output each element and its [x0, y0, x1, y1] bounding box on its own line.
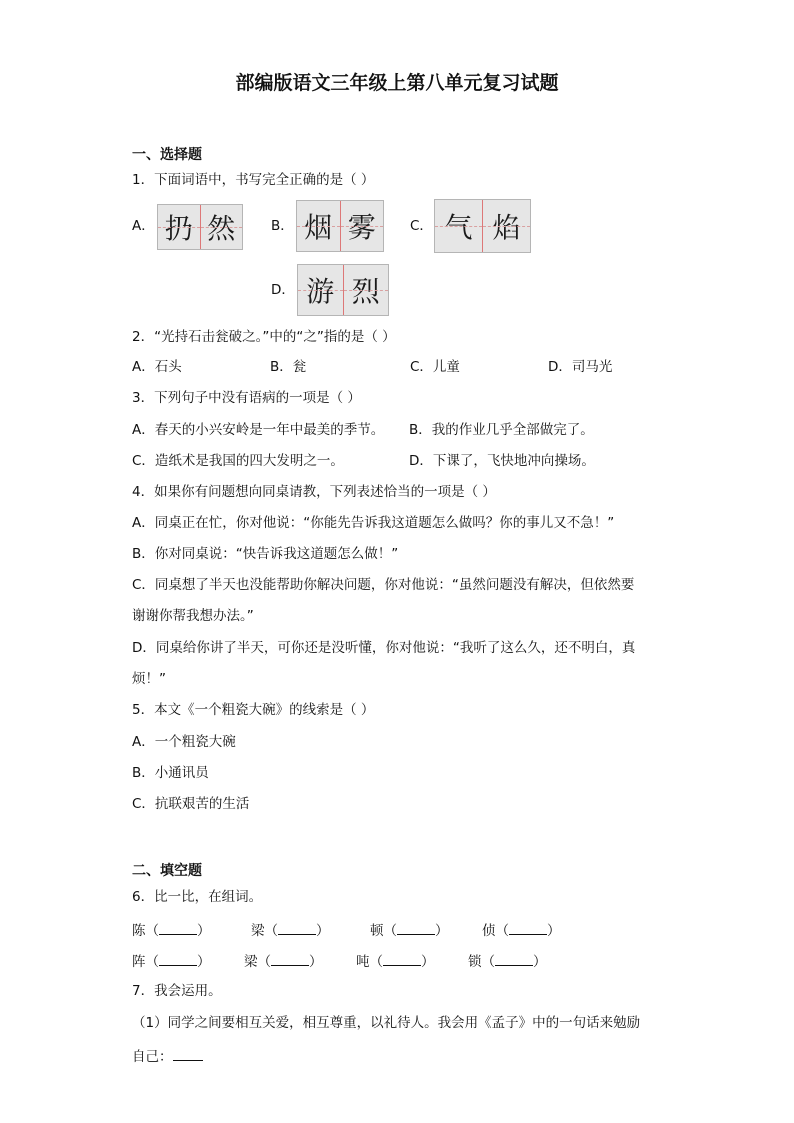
q6-char: 梁	[251, 923, 265, 939]
q5-option-c[interactable]: C．抗联艰苦的生活	[132, 796, 250, 812]
question-7-stem: 7．我会运用。	[132, 983, 222, 999]
q3-option-c[interactable]: C．造纸术是我国的四大发明之一。	[132, 453, 344, 469]
q6-char: 阵	[132, 954, 146, 970]
q6-char: 顿	[370, 923, 384, 939]
q1-option-c-char-1: 气	[435, 200, 482, 252]
q6-item: 侦（ ）	[482, 919, 561, 941]
q1-option-d-char-2: 烈	[343, 265, 389, 315]
q3-option-b[interactable]: B．我的作业几乎全部做完了。	[409, 422, 594, 438]
q1-option-c-image[interactable]	[434, 199, 531, 253]
answer-blank[interactable]	[397, 919, 435, 935]
answer-blank[interactable]	[271, 950, 309, 966]
q1-option-d-label[interactable]: D．	[271, 282, 295, 298]
question-4-stem: 4．如果你有问题想向同桌请教，下列表述恰当的一项是（ ）	[132, 484, 496, 500]
answer-blank[interactable]	[159, 950, 197, 966]
q1-option-a-char-1: 扔	[158, 205, 200, 249]
answer-blank[interactable]	[495, 950, 533, 966]
q1-option-c-char-2: 焰	[482, 200, 530, 252]
q6-char: 锁	[468, 954, 482, 970]
q5-option-a[interactable]: A．一个粗瓷大碗	[132, 734, 236, 750]
section-heading-choice: 一、选择题	[132, 147, 202, 163]
answer-blank[interactable]	[509, 919, 547, 935]
answer-blank[interactable]	[159, 919, 197, 935]
question-3-stem: 3．下列句子中没有语病的一项是（ ）	[132, 390, 361, 406]
q1-option-b-label[interactable]: B．	[271, 218, 294, 234]
q6-item: 顿（ ）	[370, 919, 449, 941]
q4-option-a[interactable]: A．同桌正在忙，你对他说：“你能先告诉我这道题怎么做吗？你的事儿又不急！”	[132, 515, 615, 531]
answer-blank[interactable]	[278, 919, 316, 935]
q1-option-d-char-1: 游	[298, 265, 343, 315]
page-title: 部编版语文三年级上第八单元复习试题	[235, 72, 559, 94]
q6-char: 梁	[244, 954, 258, 970]
q1-option-a-char-2: 然	[200, 205, 243, 249]
q1-option-c-label[interactable]: C．	[410, 218, 433, 234]
q6-item: 梁（ ）	[244, 950, 323, 972]
question-6-stem: 6．比一比，在组词。	[132, 889, 263, 905]
q4-option-b[interactable]: B．你对同桌说：“快告诉我这道题怎么做！”	[132, 546, 399, 562]
q6-char: 陈	[132, 923, 146, 939]
q1-option-a-label[interactable]: A．	[132, 218, 155, 234]
q3-option-d[interactable]: D．下课了，飞快地冲向操场。	[409, 453, 595, 469]
q3-option-a[interactable]: A．春天的小兴安岭是一年中最美的季节。	[132, 422, 385, 438]
q6-item: 梁（ ）	[251, 919, 330, 941]
q6-item: 陈（ ）	[132, 919, 211, 941]
q4-option-d[interactable]: D．同桌给你讲了半天，可你还是没听懂，你对他说：“我听了这么久，还不明白，真	[132, 640, 636, 656]
q4-option-c[interactable]: C．同桌想了半天也没能帮助你解决问题，你对他说：“虽然问题没有解决，但依然要	[132, 577, 635, 593]
q6-item: 阵（ ）	[132, 950, 211, 972]
q5-option-b[interactable]: B．小通讯员	[132, 765, 209, 781]
q6-item: 锁（ ）	[468, 950, 547, 972]
q1-option-b-char-1: 烟	[297, 201, 340, 251]
q2-option-d[interactable]: D．司马光	[548, 359, 613, 375]
question-5-stem: 5．本文《一个粗瓷大碗》的线索是（ ）	[132, 702, 375, 718]
question-1-stem: 1．下面词语中，书写完全正确的是（ ）	[132, 172, 375, 188]
q6-char: 吨	[356, 954, 370, 970]
answer-blank[interactable]	[383, 950, 421, 966]
q7-part-1-prompt: 自己：	[132, 1049, 173, 1065]
q1-option-b-char-2: 雾	[340, 201, 384, 251]
q2-option-a[interactable]: A．石头	[132, 359, 182, 375]
q1-option-a-image[interactable]	[157, 204, 243, 250]
q1-option-d-image[interactable]	[297, 264, 389, 316]
q2-option-b[interactable]: B．瓮	[270, 359, 307, 375]
question-2-stem: 2．“光持石击瓮破之。”中的“之”指的是（ ）	[132, 329, 396, 345]
q7-part-1-cont	[132, 1045, 203, 1067]
section-heading-fill: 二、填空题	[132, 863, 202, 879]
q2-option-c[interactable]: C．儿童	[410, 359, 460, 375]
q6-char: 侦	[482, 923, 496, 939]
q4-option-d-cont: 烦！”	[132, 671, 166, 687]
q4-option-c-cont: 谢谢你帮我想办法。”	[132, 608, 254, 624]
q1-option-b-image[interactable]	[296, 200, 384, 252]
q7-part-1: （1）同学之间要相互关爱，相互尊重，以礼待人。我会用《孟子》中的一句话来勉励	[132, 1015, 641, 1031]
q6-item: 吨（ ）	[356, 950, 435, 972]
answer-blank[interactable]	[173, 1045, 203, 1061]
